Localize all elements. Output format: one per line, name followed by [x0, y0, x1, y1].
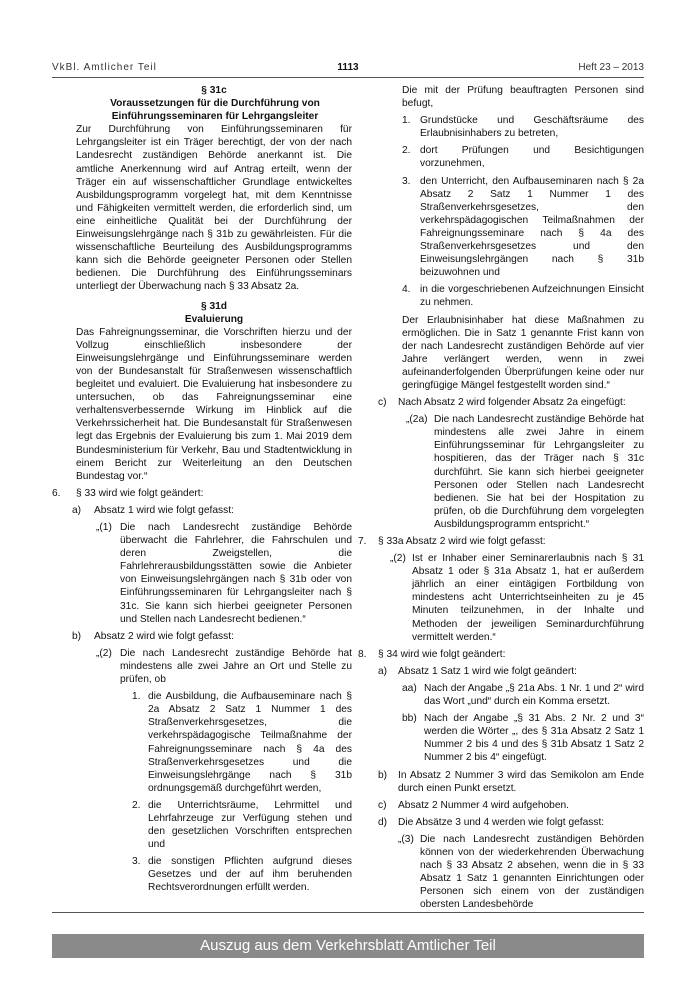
item-marker: a)	[72, 504, 82, 516]
item-text: Absatz 2 Nummer 4 wird aufgehoben.	[398, 799, 570, 811]
item-marker: „(2)	[390, 553, 406, 565]
item-text: Die nach Landesrecht zuständige Behörde überwacht die Fahrlehrer, die Fahrschulen und deren Zweigstellen, die Fahrlehrerausbildungsstätten sowie die Anbieter von Einweisungslehrgängen nach § 31b oder von Einführungsseminaren für Lehrgangsleiter nach § 31c. Sie kann sich hierbei geeigneter Personen und Stellen nach Landesrecht bedienen.“	[120, 522, 352, 625]
sub-item-2	[52, 799, 352, 851]
item-marker: „(3)	[398, 833, 414, 845]
header-rule	[52, 77, 644, 78]
item-text: § 34 wird wie folgt geändert:	[378, 648, 506, 660]
item-marker: „(1)	[96, 522, 112, 533]
item-text: Die nach Landesrecht zuständige Behörde hat mindestens alle zwei Jahre in einem Einführungsseminar für Lehrgangsleiter zu hospitieren, das der Träger nach § 31c durchführt. Sie kann sich hierbei geeigneter Personen oder Stellen nach Landesrecht bedienen. Sie hat bei der Hospitation zu prüfen, ob die Durchführung dem vorgelegten Ausbildungsprogramm entspricht.“	[434, 414, 644, 530]
right-column	[358, 84, 644, 911]
sub-item-1	[52, 690, 352, 795]
list-item-8a-aa	[378, 682, 644, 708]
power-item-4	[378, 283, 644, 309]
item-marker: 2.	[132, 799, 141, 811]
list-item-8c	[378, 799, 644, 812]
item-text: Ist er Inhaber einer Seminarerlaubnis nach § 31 Absatz 1 oder § 31a Absatz 1, hat er außerdem jährlich an einer eintägigen Fortbildung von mindestens acht Unterrichtseinheiten zu je 45 Minuten teilzunehmen, in der Inhalte und Methoden der jeweiligen Seminardurchführung vermittelt werden.“	[412, 553, 644, 643]
item-text: Die Absätze 3 und 4 werden wie folgt gefasst:	[398, 816, 605, 828]
list-item-6b	[52, 630, 352, 643]
item-marker: c)	[378, 799, 387, 811]
item-text: In Absatz 2 Nummer 3 wird das Semikolon am Ende durch einen Punkt ersetzt.	[398, 769, 644, 794]
list-item-6	[52, 487, 352, 500]
list-item-8a-bb	[378, 712, 644, 764]
item-marker: „(2a)	[406, 414, 428, 426]
item-marker: bb)	[402, 713, 417, 725]
inspection-intro: Die mit der Prüfung beauftragten Personen sind befugt,	[402, 85, 644, 110]
list-item-6a	[52, 504, 352, 517]
item-text: Absatz 1 Satz 1 wird wie folgt geändert:	[398, 665, 577, 677]
item-text: Nach der Angabe „§ 31 Abs. 2 Nr. 2 und 3“ werden die Wörter „, des § 31a Absatz 2 Satz 1 Nummer 2 bis 4 und des § 31b Absatz 1 Satz 2 Nummer 2 bis 4“ eingefügt.	[424, 713, 644, 764]
list-item-8a	[378, 665, 644, 678]
journal-name: VkBl. Amtlicher Teil	[52, 62, 157, 73]
section-31c-title: Voraussetzungen für die Durchführung von Einführungsseminaren für Lehrgangsleiter	[110, 98, 320, 123]
list-item-7	[358, 535, 644, 548]
item-text: Die nach Landesrecht zuständige Behörde hat mindestens alle zwei Jahre an Ort und Stelle zu prüfen, ob	[120, 647, 352, 686]
item-marker: aa)	[402, 682, 417, 694]
item-text: in die vorgeschriebenen Aufzeichnungen Einsicht zu nehmen.	[420, 284, 644, 309]
item-marker: 8.	[358, 648, 367, 660]
section-31d-number: § 31d	[200, 300, 228, 312]
item-marker: a)	[378, 665, 388, 677]
item-marker: d)	[378, 816, 388, 828]
item-marker: 3.	[132, 856, 141, 868]
list-item-8b	[378, 769, 644, 795]
item-marker: b)	[378, 769, 388, 781]
list-item-6c	[378, 396, 644, 409]
page-number: 1113	[337, 62, 359, 73]
section-31c-number: § 31c	[201, 85, 227, 96]
quote-para-2a	[378, 413, 644, 531]
inspection-closing: Der Erlaubnisinhaber hat diese Maßnahmen zu ermöglichen. Die in Satz 1 genannte Frist kann von der nach Landesrecht zuständigen Behörde auf vier Jahre verlängert werden, wenn in zwei aufeinanderfolgenden Überprüfungen keine oder nur geringfügige Mängel festgestellt worden sind.“	[402, 314, 644, 391]
item-text: die Unterrichtsräume, Lehrmittel und Lehrfahrzeuge zur Verfügung stehen und den gesetzlichen Vorschriften entsprechen und	[148, 799, 352, 851]
item-text: § 33 wird wie folgt geändert:	[76, 487, 204, 499]
item-marker: 3.	[402, 175, 411, 187]
section-31c-text: Zur Durchführung von Einführungsseminaren für Lehrgangsleiter ist ein Träger berechtigt, der von der nach Landesrecht zuständigen Behörde anerkannt ist. Die amtliche Anerkennung wird auf Antrag erteilt, wenn der Träger ein auf wissenschaftlicher Grundlage entwickeltes Ausbildungsprogramm vorgelegt hat, mit dem Kenntnisse und Fähigkeiten vermittelt werden, die erforderlich sind, um eine einheitliche Qualität bei der Durchführung der Einweisungslehrgänge nach § 31b zu gewährleisten. Für die wissenschaftliche Beurteilung des Ausbildungsprogramms kann sich die Behörde geeigneter Personen oder Stellen bedienen. Die Durchführung des Einführungsseminars unterliegt der Überwachung nach § 33 Absatz 2a.	[76, 124, 352, 293]
power-item-1	[378, 114, 644, 140]
quote-para-2	[52, 647, 352, 686]
item-text: Die nach Landesrecht zuständigen Behörden können von der wiederkehrenden Überwachung nach § 33 Absatz 2 absehen, wenn die in § 33 Absatz 1 Satz 1 genannten Einrichtungen oder Personen sich einem von der zuständigen obersten Landesbehörde	[420, 833, 644, 911]
item-text: die sonstigen Pflichten aufgrund dieses Gesetzes und der auf ihm beruhenden Rechtsverordnungen erfüllt werden.	[148, 856, 352, 894]
item-text: den Unterricht, den Aufbauseminaren nach § 2a Absatz 2 Satz 1 Nummer 1 des Straßenverkehrsgesetzes, den verkehrspädagogischen Teilmaßnahmen der Fahreignungsseminare nach § 4a des Straßenverkehrsgesetzes und den Einweisungslehrgängen nach § 31b beizuwohnen und	[420, 175, 644, 279]
footer-banner: Auszug aus dem Verkehrsblatt Amtlicher Teil	[52, 934, 644, 958]
item-marker: 4.	[402, 284, 411, 296]
list-item-8d	[378, 816, 644, 829]
power-item-3	[378, 175, 644, 280]
section-31d-text: Das Fahreignungsseminar, die Vorschriften hierzu und der Vollzug einschließlich insbesondere der Einweisungslehrgänge und Einführungsseminare werden von der Bundesanstalt für Straßenwesen wissenschaftlich begleitet und evaluiert. Die Evaluierung hat insbesondere zu untersuchen, ob das Fahreignungsseminar eine verhaltensverbessernde Wirkung im Hinblick auf die Verkehrssicherheit hat. Die Bundesanstalt für Straßenwesen legt das Ergebnis der Evaluierung bis zum 1. Mai 2019 dem Bundesministerium für Verkehr, Bau und Stadtentwicklung in einem Bericht zur Weiterleitung an den Deutschen Bundestag vor.“	[76, 326, 352, 482]
item-marker: „(2)	[96, 647, 112, 659]
list-item-8	[358, 648, 644, 661]
item-marker: c)	[378, 397, 387, 409]
item-marker: b)	[72, 630, 82, 642]
issue-label: Heft 23 – 2013	[578, 62, 644, 73]
item-marker: 1.	[132, 691, 141, 703]
page-header	[52, 62, 644, 76]
footer-rule	[52, 912, 644, 913]
item-marker: 7.	[358, 536, 367, 547]
item-text: § 33a Absatz 2 wird wie folgt gefasst:	[378, 536, 546, 547]
item-text: Nach der Angabe „§ 21a Abs. 1 Nr. 1 und 2“ wird das Wort „und“ durch ein Komma ersetzt.	[424, 682, 644, 708]
quote-para-33a	[378, 552, 644, 644]
left-column	[52, 84, 352, 895]
item-marker: 6.	[52, 487, 61, 499]
section-31d-title: Evaluierung	[184, 313, 244, 325]
item-text: Nach Absatz 2 wird folgender Absatz 2a eingefügt:	[398, 397, 626, 409]
item-text: Absatz 2 wird wie folgt gefasst:	[94, 630, 234, 642]
quote-para-3	[378, 833, 644, 912]
quote-para-1	[52, 521, 352, 626]
power-item-2	[378, 144, 644, 170]
sub-item-3	[52, 855, 352, 894]
item-marker: 1.	[402, 115, 411, 127]
item-text: Absatz 1 wird wie folgt gefasst:	[94, 504, 234, 516]
item-text: die Ausbildung, die Aufbauseminare nach § 2a Absatz 2 Satz 1 Nummer 1 des Straßenverkehrsgesetzes, die verkehrspädagogische Teilmaßnahme der Fahreignungsseminare nach § 4a des Straßenverkehrsgesetzes und die Einweisungslehrgänge nach § 31b ordnungsgemäß durchgeführt werden,	[148, 691, 352, 794]
item-text: Grundstücke und Geschäftsräume des Erlaubnisinhabers zu betreten,	[420, 115, 644, 140]
item-marker: 2.	[402, 145, 411, 157]
item-text: dort Prüfungen und Besichtigungen vorzunehmen,	[420, 145, 644, 170]
